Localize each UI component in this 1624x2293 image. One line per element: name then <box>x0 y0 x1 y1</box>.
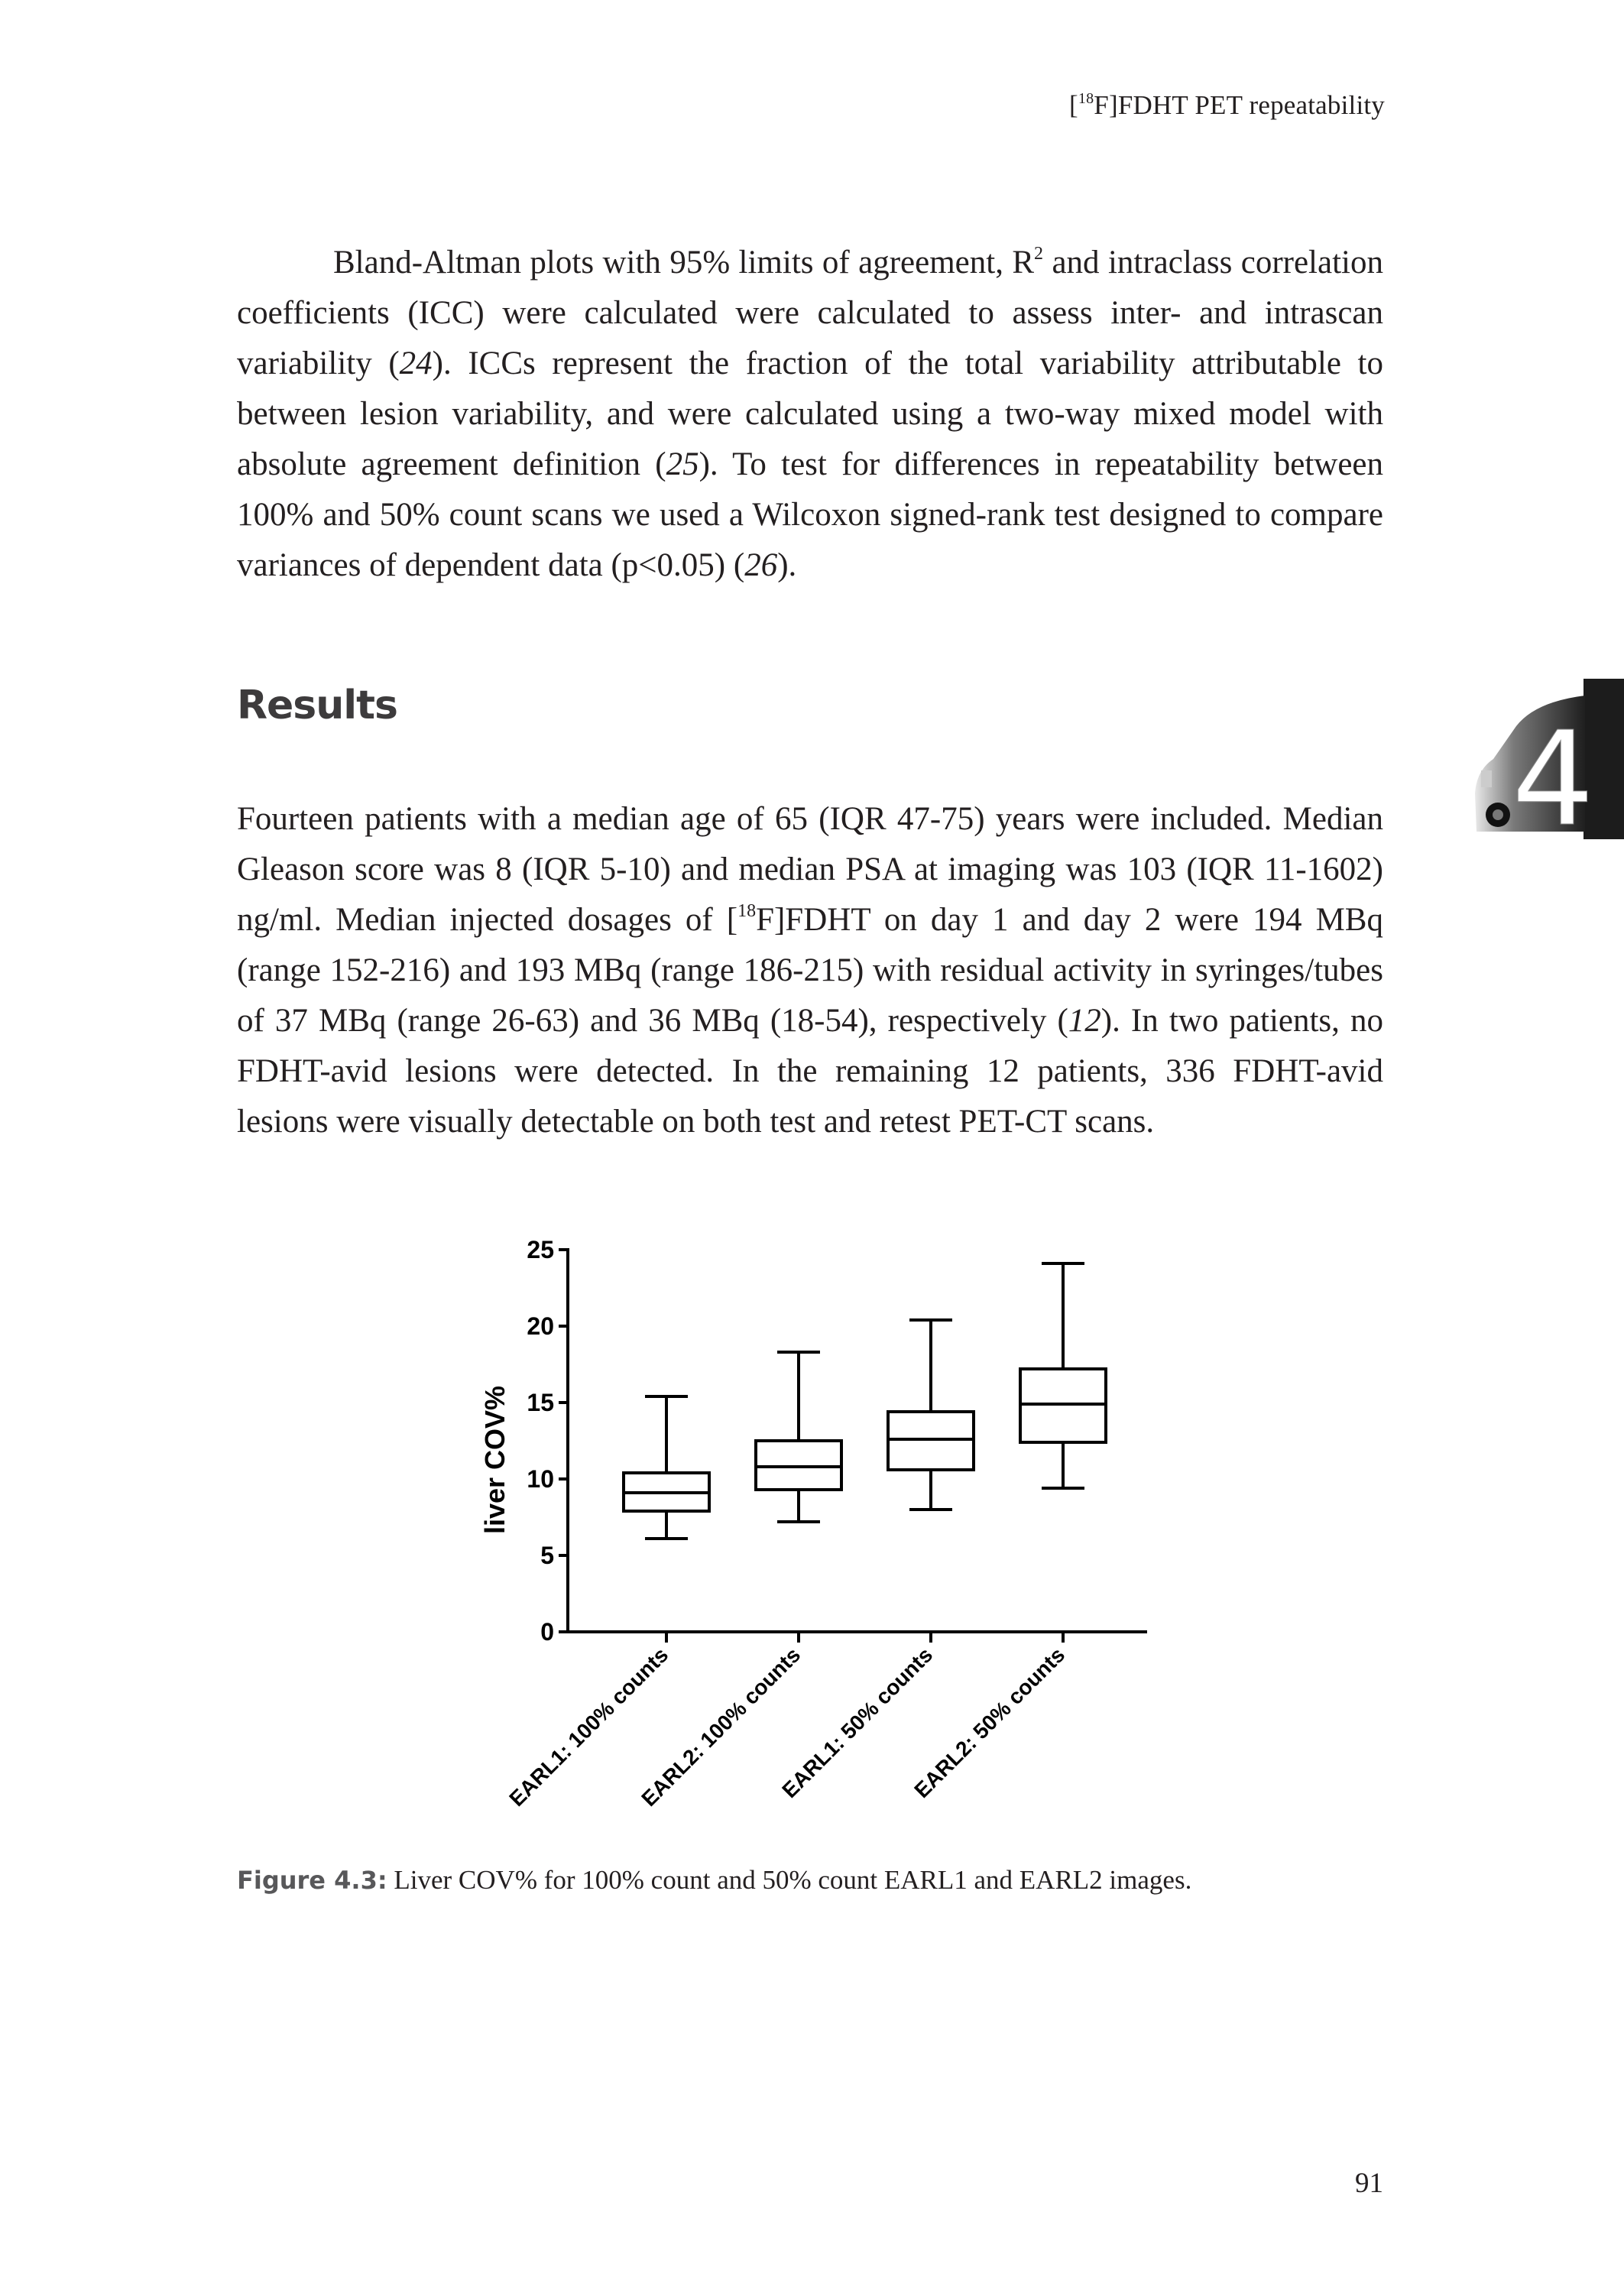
x-tick-label: EARL2: 100% counts <box>637 1643 806 1811</box>
results-paragraph: Fourteen patients with a median age of 65 (IQR 47-75) years were included. Median Gleason score was 8 (IQR 5-10) and median PSA at imaging was 103 (IQR 11-1602) ng/ml. Median injected dosages of [$^{18}$F]FDHT on day 1 and day 2 were 194 MBq (range 152-216) and 193 MBq (range 186-215) with residual activity in syringes/tubes of 37 MBq (range 26-63) and 36 MBq (18-54), respectively (12). In two patients, no FDHT-avid lesions were detected. In the remaining 12 patients, 336 FDHT-avid lesions were visually detectable on both test and retest PET-CT scans. <box>237 801 1383 1140</box>
running-head: [$^{18}$F]FDHT PET repeatability <box>1069 90 1385 120</box>
box-3 <box>888 1320 974 1510</box>
y-tick-label: 5 <box>540 1542 554 1569</box>
methods-paragraph: Bland-Altman plots with 95% limits of agreement, $R^2$ and intraclass correlation coefficients (ICC) were calculated were calculated to assess inter- and intrascan variability (24). ICCs represent the fraction of the total variability attributable to between lesion variability, and were calculated using a two-way mixed model with absolute agreement definition (25). To test for differences in repeatability between 100% and 50% count scans we used a Wilcoxon signed-rank test designed to compare variances of dependent data (p<0.05) (26). <box>237 244 1383 583</box>
page-number: 91 <box>1355 2168 1383 2199</box>
y-tick-label: 20 <box>527 1312 554 1340</box>
y-axis-label: liver COV% <box>479 1385 511 1535</box>
y-tick-label: 15 <box>527 1389 554 1416</box>
box-1 <box>624 1396 709 1539</box>
y-tick-label: 25 <box>527 1236 554 1263</box>
caption-label: Figure 4.3: <box>237 1866 387 1895</box>
y-tick-label: 0 <box>540 1618 554 1646</box>
figure-caption <box>237 1865 1191 1896</box>
results-heading: Results <box>237 683 397 728</box>
chapter-number: 4 <box>1511 704 1595 839</box>
x-tick-label: EARL1: 50% counts <box>777 1643 938 1803</box>
box-2 <box>756 1352 841 1522</box>
x-tick-label: EARL1: 100% counts <box>504 1643 673 1811</box>
y-tick-label: 10 <box>527 1465 554 1493</box>
chapter-tab <box>1470 679 1624 839</box>
liver-cov-figure <box>428 1223 1192 1850</box>
caption-text: Liver COV% for 100% count and 50% count EARL1 and EARL2 images. <box>387 1865 1192 1895</box>
box-4 <box>1020 1263 1106 1488</box>
x-tick-label: EARL2: 50% counts <box>909 1643 1070 1803</box>
